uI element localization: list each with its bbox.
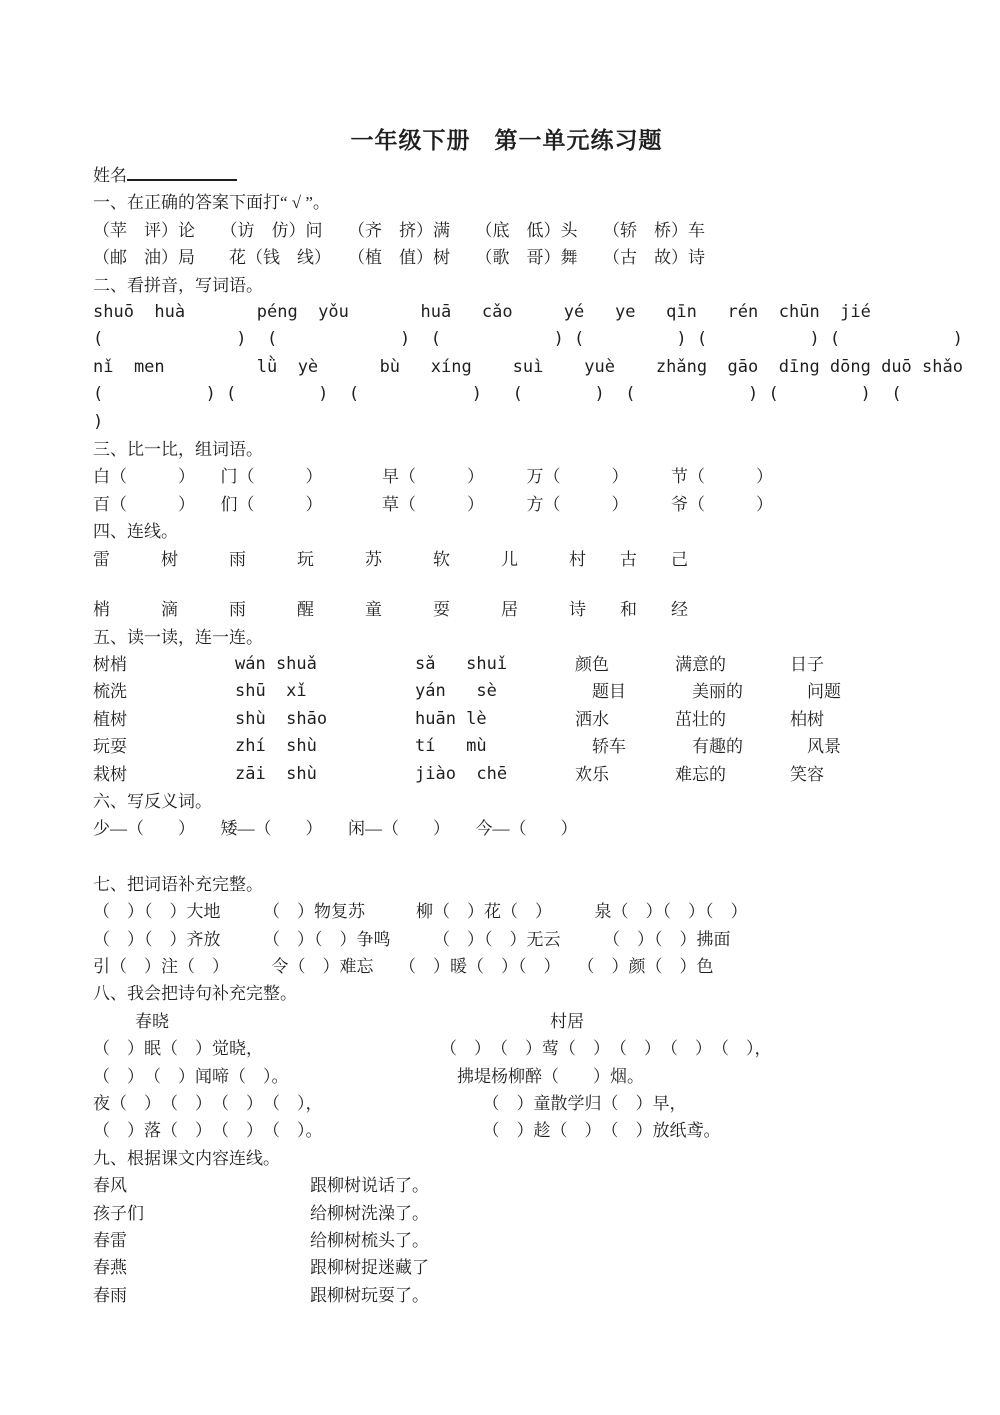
matching-row [93, 733, 920, 760]
pinyin-cell: wán shuǎ [235, 653, 317, 674]
pinyin-cell: shù shāo [235, 708, 328, 729]
connect-left: 春雨 [93, 1285, 127, 1305]
connect-row [93, 1227, 920, 1254]
section-4-heading: 四、连线。 [93, 522, 178, 542]
word-cell: 树梢 [93, 654, 127, 674]
poem-line: 夜（ ） （ ） （ ） （ ）， [93, 1094, 323, 1113]
word-cell: 梳洗 [93, 682, 127, 702]
pinyin-line: nǐ men lǜ yè bù xíng suì yuè zhǎng gāo dīng dōng duō shǎo [93, 356, 963, 377]
answer-blanks-line: ( ) ( ) ( ) ( ) ( ) ( ) ( [93, 384, 902, 405]
poem-line: （ ） （ ）莺（ ） （ ） （ ） （ ）， [440, 1039, 772, 1059]
word-cell: 玩耍 [93, 737, 127, 757]
connect-left: 春雷 [93, 1231, 127, 1251]
word-cell: 植树 [93, 709, 127, 729]
answer-blanks-line: ) [93, 411, 104, 432]
section-7 [93, 871, 920, 981]
poem-title-chunxiao: 春晓 [135, 1011, 169, 1031]
poem-line: （ ）童散学归（ ）早， [440, 1094, 687, 1113]
section-9-heading: 九、根据课文内容连线。 [93, 1148, 280, 1168]
word-cell: 欢乐 [575, 764, 609, 784]
connect-row [93, 1282, 920, 1309]
section-7-line: 引（ ）注（ ） 令（ ）难忘 （ ）暖（ ）（ ） （ ）颜（ ）色 [93, 956, 714, 976]
section-3-line: 白（ ） 门（ ） 早（ ） 万（ ） 节（ ） [93, 467, 773, 487]
word-cell: 栽树 [93, 764, 127, 784]
section-1-line: （邮 油）局 花（钱 线） （植 值）树 （歌 哥）舞 （古 故）诗 [93, 248, 705, 268]
word-cell: 满意的 [675, 654, 726, 674]
section-6-heading: 六、写反义词。 [93, 791, 212, 811]
poem-line-row [93, 1117, 920, 1144]
section-8-heading: 八、我会把诗句补充完整。 [93, 984, 297, 1004]
section-7-line: （ ）（ ）齐放 （ ）（ ）争鸣 （ ）（ ）无云 （ ）（ ）拂面 [93, 929, 731, 949]
word-cell: 风景 [790, 737, 841, 757]
section-1-heading: 一、在正确的答案下面打“ √ ”。 [93, 193, 330, 213]
connect-row [93, 1172, 920, 1199]
pinyin-cell: zāi shù [235, 763, 317, 784]
pinyin-cell: zhí shù [235, 736, 317, 757]
word-cell: 洒水 [575, 709, 609, 729]
poem-line: （ ） （ ）闻啼（ ）。 [93, 1066, 289, 1086]
word-cell: 有趣的 [675, 737, 743, 757]
matching-row [93, 761, 920, 788]
section-1-line: （苹 评）论 （访 仿）问 （齐 挤）满 （底 低）头 （轿 桥）车 [93, 220, 705, 240]
poem-line-row [93, 1090, 920, 1117]
connect-row [93, 1254, 920, 1281]
matching-row [93, 678, 920, 705]
matching-row-bottom: 梢 滴 雨 醒 童 耍 居 诗 和 经 [93, 600, 688, 620]
antonym-line: 少—（ ） 矮—（ ） 闲—（ ） 今—（ ） [93, 819, 578, 839]
poem-title-cunju: 村居 [550, 1011, 584, 1031]
connect-left: 孩子们 [93, 1203, 144, 1223]
poem-line-row [93, 1063, 920, 1090]
poem-line: 拂堤杨柳醉（ ）烟。 [440, 1066, 644, 1086]
matching-row-top: 雷 树 雨 玩 苏 软 儿 村 古 己 [93, 549, 688, 569]
name-row [93, 162, 920, 189]
word-cell: 美丽的 [675, 682, 743, 702]
poem-line: （ ）眠（ ）觉晓， [93, 1039, 263, 1059]
section-3-line: 百（ ） 们（ ） 草（ ） 方（ ） 爷（ ） [93, 494, 773, 514]
answer-blanks-line: ( ) ( ) ( ) ( ) ( ) ( ) [93, 329, 963, 350]
section-5 [93, 624, 920, 788]
pinyin-cell: huān lè [415, 708, 487, 729]
pinyin-cell: shū xǐ [235, 681, 307, 702]
name-blank-line [127, 167, 237, 181]
connect-right: 跟柳树说话了。 [310, 1176, 429, 1196]
word-cell: 柏树 [790, 709, 824, 729]
connect-right: 给柳树梳头了。 [310, 1231, 429, 1251]
section-9 [93, 1145, 920, 1309]
poem-line: （ ）趁（ ） （ ）放纸鸢。 [440, 1121, 721, 1141]
word-cell: 题目 [575, 682, 626, 702]
section-3 [93, 436, 920, 518]
section-2 [93, 272, 963, 436]
pinyin-cell: jiào chē [415, 763, 508, 784]
pinyin-line: shuō huà péng yǒu huā cǎo yé ye qīn rén chūn jié [93, 302, 871, 323]
pinyin-cell: sǎ shuǐ [415, 653, 508, 674]
section-8 [93, 980, 920, 1144]
page-title: 一年级下册 第一单元练习题 [350, 128, 663, 153]
connect-right: 跟柳树捉迷藏了 [310, 1258, 429, 1278]
matching-row [93, 651, 920, 678]
section-3-heading: 三、比一比，组词语。 [93, 440, 263, 460]
spacer [93, 573, 920, 596]
poem-titles-row [93, 1008, 920, 1035]
connect-left: 春风 [93, 1176, 127, 1196]
spacer [93, 843, 920, 871]
poem-line: （ ）落（ ） （ ） （ ）。 [93, 1121, 323, 1141]
connect-row [93, 1200, 920, 1227]
connect-right: 给柳树洗澡了。 [310, 1203, 429, 1223]
word-cell: 日子 [790, 654, 824, 674]
connect-left: 春燕 [93, 1258, 127, 1278]
word-cell: 问题 [790, 682, 841, 702]
word-cell: 颜色 [575, 654, 609, 674]
section-5-heading: 五、读一读，连一连。 [93, 627, 263, 647]
word-cell: 难忘的 [675, 764, 726, 784]
section-1 [93, 189, 920, 271]
pinyin-cell: tí mù [415, 736, 487, 757]
section-7-line: （ ）（ ）大地 （ ）物复苏 柳（ ）花（ ） 泉（ ）（ ）（ ） [93, 902, 748, 922]
name-label: 姓名 [93, 166, 127, 185]
connect-right: 跟柳树玩耍了。 [310, 1285, 429, 1305]
word-cell: 笑容 [790, 764, 824, 784]
section-2-heading: 二、看拼音，写词语。 [93, 275, 263, 295]
section-7-heading: 七、把词语补充完整。 [93, 874, 263, 894]
section-6 [93, 788, 920, 871]
poem-line-row [93, 1035, 920, 1062]
section-4 [93, 518, 920, 623]
pinyin-cell: yán sè [415, 681, 497, 702]
word-cell: 茁壮的 [675, 709, 726, 729]
word-cell: 轿车 [575, 737, 626, 757]
matching-row [93, 706, 920, 733]
